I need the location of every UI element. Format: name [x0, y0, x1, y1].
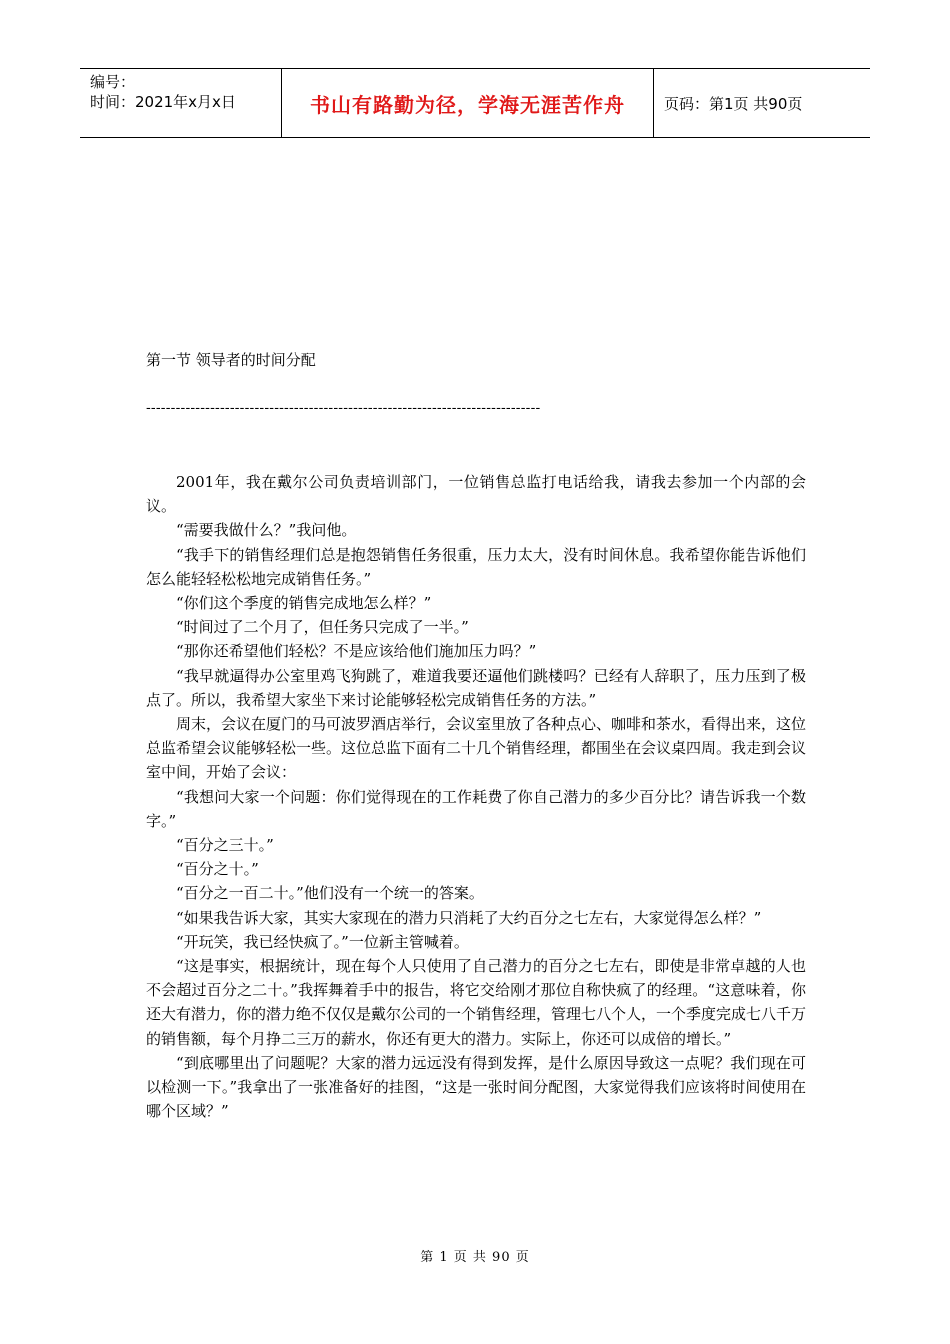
- paragraph: “我手下的销售经理们总是抱怨销售任务很重，压力太大，没有时间休息。我希望你能告诉他们怎么能轻轻松松地完成销售任务。”: [146, 545, 806, 588]
- document-number-label: 编号：: [90, 73, 136, 91]
- dashed-divider: --------------------------------------------------------------------------------: [146, 400, 541, 416]
- paragraph: “你们这个季度的销售完成地怎么样？”: [176, 594, 432, 613]
- section-title: 第一节 领导者的时间分配: [146, 351, 316, 369]
- paragraph: “这是事实，根据统计，现在每个人只使用了自己潜力的百分之七左右，即使是非常卓越的人也不会超过百分之二十。”我挥舞着手中的报告，将它交给刚才那位自称快疯了的经理。“这意味着，你还大有潜力，你的潜力绝不仅仅是戴尔公司的一个销售经理，管理七八个人，一个季度完成七八千万的销售额，每个月挣二三万的薪水，你还有更大的潜力。实际上，你还可以成倍的增长。”: [146, 957, 807, 1048]
- paragraph: “我想问大家一个问题：你们觉得现在的工作耗费了你自己潜力的多少百分比？请告诉我一个数字。”: [146, 787, 806, 830]
- header-page-cell: [654, 69, 870, 137]
- paragraph: “百分之十。”: [176, 860, 259, 879]
- paragraph: 2001年，我在戴尔公司负责培训部门，一位销售总监打电话给我，请我去参加一个内部的会议。: [146, 473, 806, 516]
- paragraph: “如果我告诉大家，其实大家现在的潜力只消耗了大约百分之七左右，大家觉得怎么样？”: [176, 908, 762, 927]
- paragraph: “那你还希望他们轻松？不是应该给他们施加压力吗？”: [176, 642, 537, 661]
- article-body: [146, 470, 806, 1123]
- paragraph: “时间过了二个月了，但任务只完成了一半。”: [176, 618, 469, 637]
- paragraph: “需要我做什么？”我问他。: [176, 521, 357, 540]
- page-footer: 第 1 页 共 90 页: [420, 1250, 530, 1265]
- paragraph: “百分之三十。”: [176, 836, 274, 855]
- page-header: [80, 68, 870, 138]
- paragraph: “开玩笑，我已经快疯了。”一位新主管喊着。: [176, 932, 469, 951]
- paragraph: “到底哪里出了问题呢？大家的潜力远远没有得到发挥，是什么原因导致这一点呢？我们现在可以检测一下。”我拿出了一张准备好的挂图，“这是一张时间分配图，大家觉得我们应该将时间使用在哪个区域？”: [146, 1053, 806, 1121]
- paragraph: “百分之一百二十。”他们没有一个统一的答案。: [176, 884, 484, 903]
- header-motto-cell: [282, 69, 654, 137]
- document-time-label: 时间：2021年x月x日: [90, 93, 236, 111]
- header-info-cell: [80, 69, 282, 137]
- paragraph: “我早就逼得办公室里鸡飞狗跳了，难道我要还逼他们跳楼吗？已经有人辞职了，压力压到了极点了。所以，我希望大家坐下来讨论能够轻松完成销售任务的方法。”: [146, 666, 806, 709]
- paragraph: 周末，会议在厦门的马可波罗酒店举行，会议室里放了各种点心、咖啡和茶水，看得出来，这位总监希望会议能够轻松一些。这位总监下面有二十几个销售经理，都围坐在会议桌四周。我走到会议室中间，开始了会议：: [146, 715, 807, 782]
- header-page-number: 页码：第1页 共90页: [664, 94, 803, 113]
- header-motto: 书山有路勤为径，学海无涯苦作舟: [310, 92, 625, 117]
